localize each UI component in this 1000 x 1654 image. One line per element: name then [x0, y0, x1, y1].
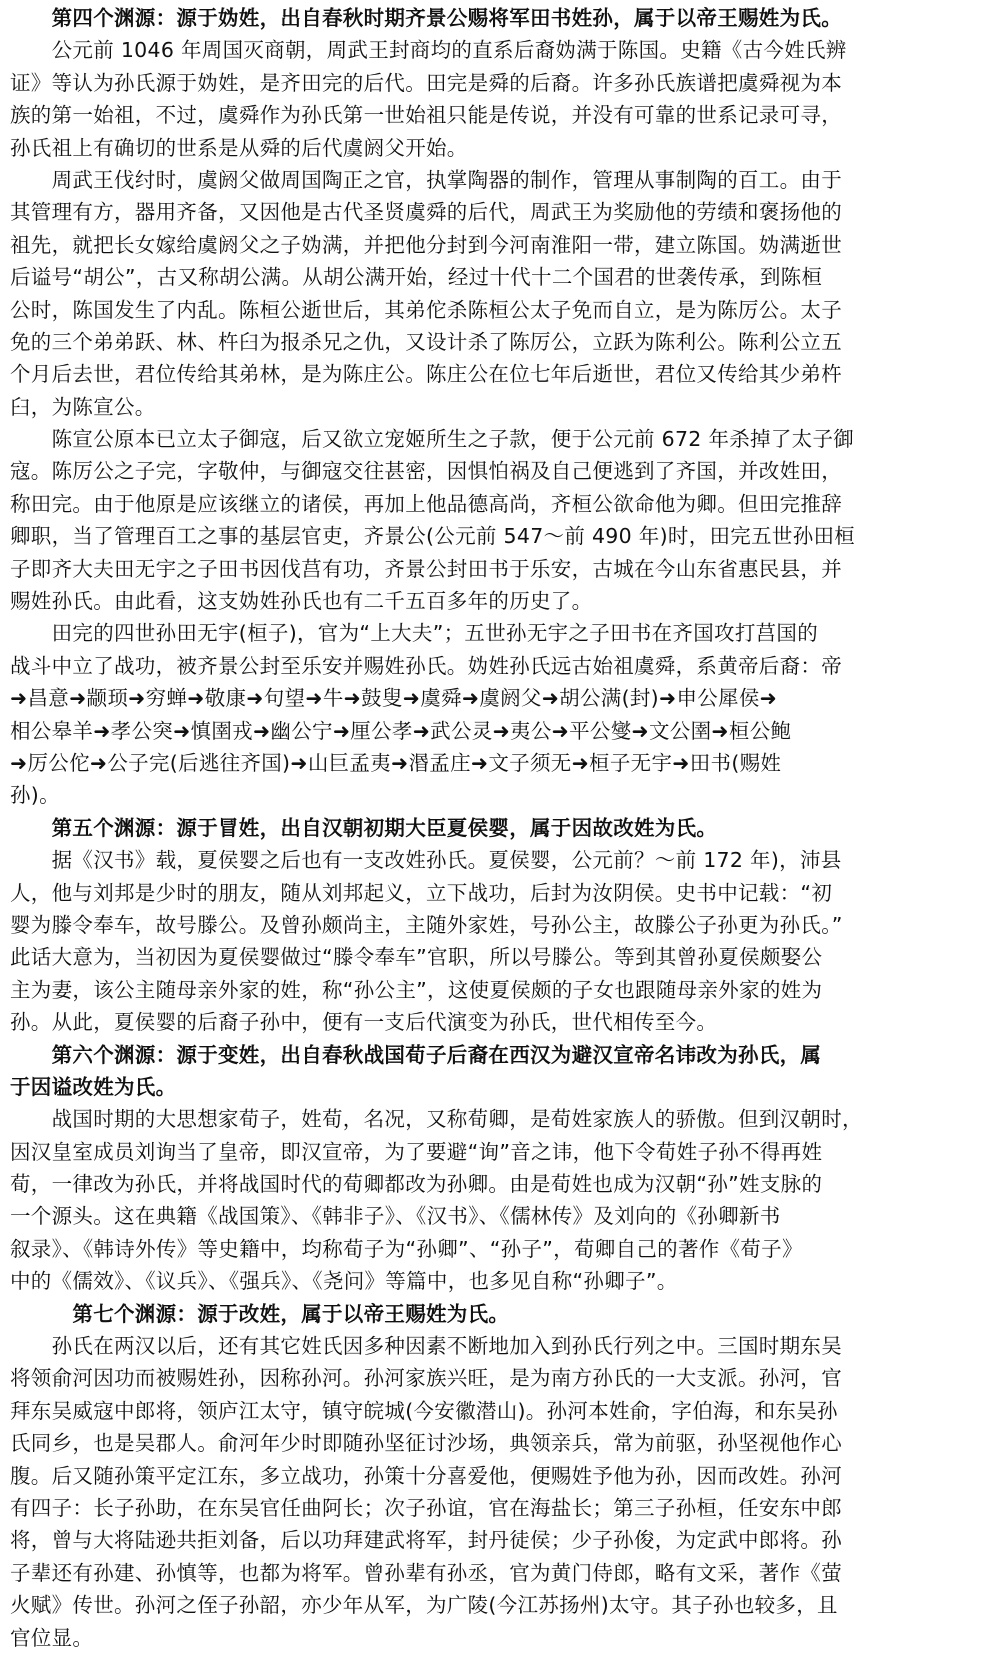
text-line: 臼，为陈宣公。 [10, 394, 156, 419]
text-line: 主为妻，该公主随母亲外家的姓，称“孙公主”，这使夏侯颇的子女也跟随母亲外家的姓为 [10, 977, 823, 1002]
text-line: 荀，一律改为孙氏，并将战国时代的荀卿都改为孙卿。由是荀姓也成为汉朝“孙”姓支脉的 [10, 1172, 823, 1197]
text-line: 寇。陈厉公之子完，字敬仲，与御寇交往甚密，因惧怕祸及自己便逃到了齐国，并改姓田， [10, 459, 842, 484]
text-line: 将，曾与大将陆逊共拒刘备，后以功拜建武将军，封丹徒侯；少子孙俊，为定武中郎将。孙 [10, 1528, 842, 1553]
paragraph [10, 1103, 990, 1297]
text-line: 称田完。由于他原是应该继立的诸侯，再加上他品德高尚，齐桓公欲命他为卿。但田完推辞 [10, 491, 842, 516]
text-line: 氏同乡，也是吴郡人。俞河年少时即随孙坚征讨沙场，典领亲兵，常为前驱，孙坚视他作心 [10, 1431, 842, 1456]
text-line: 叙录》、《韩诗外传》等史籍中，均称荀子为“孙卿”、“孙子”，荀卿自己的著作《荀子》 [10, 1236, 803, 1261]
text-line: 卿职，当了管理百工之事的基层官吏，齐景公(公元前 547～前 490 年)时，田完五世孙田桓 [10, 524, 856, 549]
text-line: 拜东吴威寇中郎将，领庐江太守，镇守皖城(今安徽潜山)。孙河本姓俞，字伯海，和东吴孙 [10, 1398, 838, 1423]
paragraph [10, 34, 990, 164]
text-line: 其管理有方，器用齐备，又因他是古代圣贤虞舜的后代，周武王为奖励他的劳绩和褒扬他的 [10, 200, 842, 225]
text-line: 孙氏祖上有确切的世系是从舜的后代虞阏父开始。 [10, 135, 468, 160]
text-line: 周武王伐纣时，虞阏父做周国陶正之官，执掌陶器的制作，管理从事制陶的百工。由于 [10, 167, 842, 192]
text-line: 将领俞河因功而被赐姓孙，因称孙河。孙河家族兴旺，是为南方孙氏的一大支派。孙河，官 [10, 1366, 842, 1391]
text-line: 相公皋羊➜孝公突➜慎圉戎➜幽公宁➜厘公孝➜武公灵➜夷公➜平公燮➜文公圉➜桓公鲍 [10, 718, 792, 743]
text-line: 官位显。 [10, 1625, 94, 1650]
text-line: 于因谥改姓为氏。 [10, 1074, 177, 1099]
paragraph [10, 164, 990, 423]
text-line: 陈宣公原本已立太子御寇，后又欲立宠姬所生之子款，便于公元前 672 年杀掉了太子御 [10, 427, 855, 452]
text-line: 个月后去世，君位传给其弟林，是为陈庄公。陈庄公在位七年后逝世，君位又传给其少弟杵 [10, 362, 842, 387]
text-line: 子辈还有孙建、孙慎等，也都为将军。曾孙辈有孙丞，官为黄门侍郎，略有文采，著作《萤 [10, 1560, 842, 1585]
paragraph [10, 1330, 990, 1654]
text-line: 田完的四世孙田无宇(桓子)，官为“上大夫”；五世孙无宇之子田书在齐国攻打莒国的 [10, 621, 819, 646]
text-line: 第七个渊源：源于改姓，属于以帝王赐姓为氏。 [10, 1301, 510, 1326]
text-line: 据《汉书》载，夏侯婴之后也有一支改姓孙氏。夏侯婴，公元前？～前 172 年)，沛县 [10, 848, 842, 873]
document-page [10, 2, 990, 1650]
text-line: 此话大意为，当初因为夏侯婴做过“滕令奉车”官职，所以号滕公。等到其曾孙夏侯颇娶公 [10, 945, 823, 970]
text-line: 人，他与刘邦是少时的朋友，随从刘邦起义，立下战功，后封为汝阴侯。史书中记载：“初 [10, 880, 833, 905]
text-line: 战斗中立了战功，被齐景公封至乐安并赐姓孙氏。妫姓孙氏远古始祖虞舜，系黄帝后裔：帝 [10, 653, 842, 678]
text-line: 赐姓孙氏。由此看，这支妫姓孙氏也有二千五百多年的历史了。 [10, 589, 593, 614]
section-heading [10, 1298, 990, 1330]
text-line: 免的三个弟弟跃、林、杵臼为报杀兄之仇，又设计杀了陈厉公，立跃为陈利公。陈利公立五 [10, 329, 842, 354]
text-line: 有四子：长子孙助，在东吴官任曲阿长；次子孙谊，官在海盐长；第三子孙桓，任安东中郎 [10, 1495, 842, 1520]
paragraph [10, 844, 990, 1038]
paragraph [10, 617, 990, 811]
section-heading [10, 812, 990, 844]
text-line: 族的第一始祖，不过，虞舜作为孙氏第一世始祖只能是传说，并没有可靠的世系记录可寻， [10, 103, 842, 128]
text-line: 祖先，就把长女嫁给虞阏父之子妫满，并把他分封到今河南淮阳一带，建立陈国。妫满逝世 [10, 232, 842, 257]
text-line: 公时，陈国发生了内乱。陈桓公逝世后，其弟佗杀陈桓公太子免而自立，是为陈厉公。太子 [10, 297, 842, 322]
text-line: 第四个渊源：源于妫姓，出自春秋时期齐景公赐将军田书姓孙，属于以帝王赐姓为氏。 [10, 6, 842, 30]
text-line: 孙)。 [10, 783, 60, 808]
text-line: 腹。后又随孙策平定江东，多立战功，孙策十分喜爱他，便赐姓予他为孙，因而改姓。孙河 [10, 1463, 842, 1488]
text-line: 子即齐大夫田无宇之子田书因伐莒有功，齐景公封田书于乐安，古城在今山东省惠民县，并 [10, 556, 842, 581]
text-line: 第五个渊源：源于冒姓，出自汉朝初期大臣夏侯婴，属于因故改姓为氏。 [10, 815, 718, 840]
paragraph [10, 423, 990, 617]
text-line: 中的《儒效》、《议兵》、《强兵》、《尧问》等篇中，也多见自称“孙卿子”。 [10, 1269, 678, 1294]
text-line: 火赋》传世。孙河之侄子孙韶，亦少年从军，为广陵(今江苏扬州)太守。其子孙也较多，且 [10, 1593, 838, 1618]
text-line: 战国时期的大思想家荀子，姓荀，名况，又称荀卿，是荀姓家族人的骄傲。但到汉朝时， [10, 1107, 863, 1132]
text-line: ➜昌意➜颛顼➜穷蝉➜敬康➜句望➜牛➜鼓叟➜虞舜➜虞阏父➜胡公满(封)➜申公犀侯➜ [10, 686, 778, 711]
text-line: 公元前 1046 年周国灭商朝，周武王封商均的直系后裔妫满于陈国。史籍《古今姓氏辨 [10, 38, 847, 63]
text-line: ➜厉公佗➜公子完(后逃往齐国)➜山巨孟夷➜湣孟庄➜文子须无➜桓子无宇➜田书(赐姓 [10, 750, 782, 775]
text-line: 婴为滕令奉车，故号滕公。及曾孙颇尚主，主随外家姓，号孙公主，故滕公子孙更为孙氏。” [10, 912, 843, 937]
section-heading [10, 1039, 990, 1104]
text-line: 孙氏在两汉以后，还有其它姓氏因多种因素不断地加入到孙氏行列之中。三国时期东吴 [10, 1334, 842, 1359]
text-line: 第六个渊源：源于变姓，出自春秋战国荀子后裔在西汉为避汉宣帝名讳改为孙氏，属 [10, 1042, 822, 1067]
text-line: 因汉皇室成员刘询当了皇帝，即汉宣帝，为了要避“询”音之讳，他下令荀姓子孙不得再姓 [10, 1139, 823, 1164]
text-line: 证》等认为孙氏源于妫姓，是齐田完的后代。田完是舜的后裔。许多孙氏族谱把虞舜视为本 [10, 70, 842, 95]
text-line: 后谥号“胡公”，古又称胡公满。从胡公满开始，经过十代十二个国君的世袭传承，到陈桓 [10, 265, 823, 290]
text-line: 孙。从此，夏侯婴的后裔子孙中，便有一支后代演变为孙氏，世代相传至今。 [10, 1010, 718, 1035]
text-line: 一个源头。这在典籍《战国策》、《韩非子》、《汉书》、《儒林传》及刘向的《孙卿新书 [10, 1204, 781, 1229]
section-heading [10, 2, 990, 34]
